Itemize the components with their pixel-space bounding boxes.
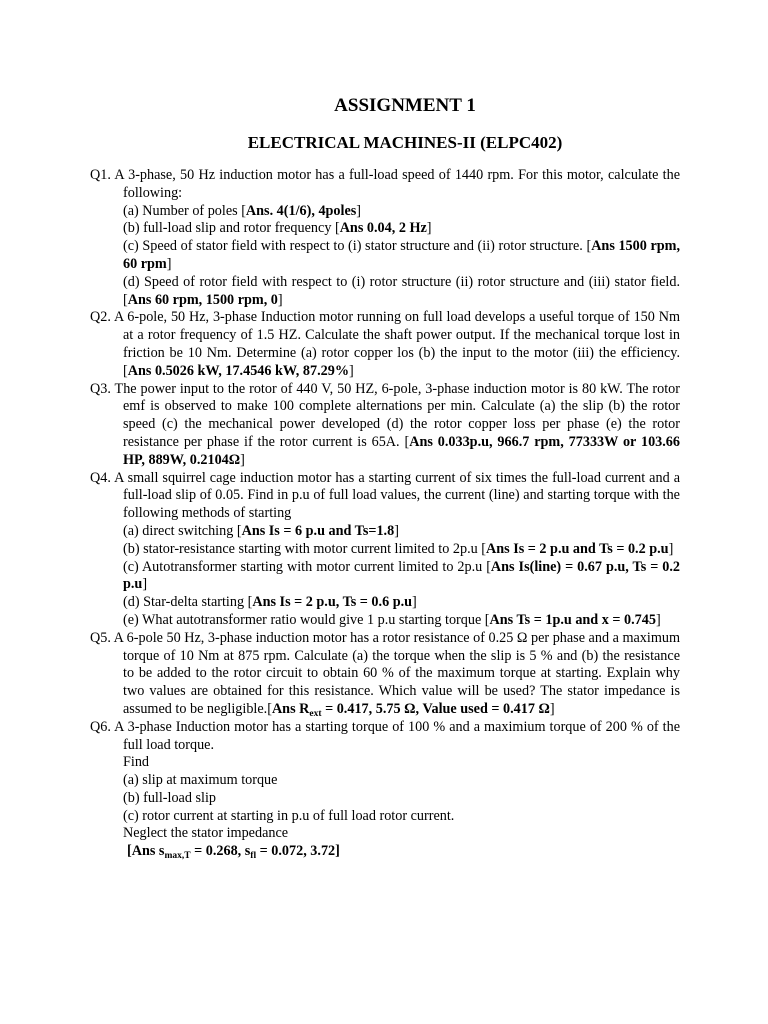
q4-part-e: (e) What autotransformer ratio would give 1 p.u starting torque [Ans Ts = 1p.u and x = 0.745] xyxy=(123,611,661,628)
q4-part-a-text: (a) direct switching [ xyxy=(123,522,242,539)
q4-part-a: (a) direct switching [Ans Is = 6 p.u and Ts=1.8] xyxy=(123,522,399,539)
q5-answer-values: = 0.417, 5.75 Ω, Value used = 0.417 Ω xyxy=(321,700,550,717)
q6-find: Find xyxy=(123,754,150,771)
question-1-text: Q1. A 3-phase, 50 Hz induction motor has a full-load speed of 1440 rpm. For this motor, calculate the following: xyxy=(90,167,680,201)
q1-part-a-text: (a) Number of poles [ xyxy=(123,202,246,219)
q1-part-d-text: (d) Speed of rotor field with respect to (i) rotor structure (ii) rotor structure and (iii) stator field. [ xyxy=(123,273,680,308)
assignment-title: ASSIGNMENT 1 xyxy=(334,95,476,116)
q6-part-b: (b) full-load slip xyxy=(123,789,216,806)
q5-answer-prefix: Ans R xyxy=(271,700,310,717)
q1-part-b: (b) full-load slip and rotor frequency [Ans 0.04, 2 Hz] xyxy=(123,220,432,237)
q4-part-b-answer: Ans Is = 2 p.u and Ts = 0.2 p.u xyxy=(485,540,669,557)
q6-part-a: (a) slip at maximum torque xyxy=(123,772,278,789)
q6-neglect-note: Neglect the stator impedance xyxy=(123,825,289,842)
question-5-answer xyxy=(272,701,550,717)
q4-part-b: (b) stator-resistance starting with motor current limited to 2p.u [Ans Is = 2 p.u and Ts = 0.2 p.u] xyxy=(123,540,674,557)
question-2-text: Q2. A 6-pole, 50 Hz, 3-phase Induction motor running on full load develops a useful torque of 150 Nm at a rotor frequency of 1.5 HZ. Calculate the shaft power output. If the mechanical torque lost in friction be 10 Nm. Determine (a) rotor copper los (b) the input to the motor (iii) the efficiency. [ xyxy=(90,309,680,379)
q4-part-c: (c) Autotransformer starting with motor current limited to 2p.u [Ans Is(line) = 0.67 p.u, Ts = 0.2 p.u] xyxy=(123,558,681,593)
q6-part-c: (c) rotor current at starting in p.u of full load rotor current. xyxy=(123,807,455,824)
q6-answer xyxy=(90,843,680,861)
q1-part-b-text: (b) full-load slip and rotor frequency [ xyxy=(123,220,340,237)
question-6 xyxy=(90,719,680,755)
q4-part-a-answer: Ans Is = 6 p.u and Ts=1.8 xyxy=(241,522,395,539)
question-5: Q5. A 6-pole 50 Hz, 3-phase induction motor has a rotor resistance of 0.25 Ω per phase and a maximum torque of 10 Nm at 875 rpm. Calculate (a) the torque when the slip is 5 % and (b) the resistance to be added to the rotor circuit to obtain 60 % of the maximum torque at starting. Explain why two values are obtained for this resistance. Which value will be used? The stator impedance is assumed to be negligible.[Ans $R_{ext} = 0.417$, 5.75 Ω, Value used = 0.417 Ω] xyxy=(90,629,680,719)
question-4-text: Q4. A small squirrel cage induction motor has a starting current of six times the full-load current and a full-load slip of 0.05. Find in p.u of full load values, the current (line) and starting torque with the following methods of starting xyxy=(90,469,680,522)
q1-part-d-answer: Ans 60 rpm, 1500 rpm, 0 xyxy=(127,291,278,308)
q1-part-b-answer: Ans 0.04, 2 Hz xyxy=(339,220,427,237)
q5-answer-subscript: ext xyxy=(309,708,322,719)
course-subtitle: ELECTRICAL MACHINES-II (ELPC402) xyxy=(247,133,563,152)
q1-part-a-answer: Ans. 4(1/6), 4poles xyxy=(245,202,357,219)
question-3: Q3. The power input to the rotor of 440 V, 50 HZ, 6-pole, 3-phase induction motor is 80 kW. The rotor emf is observed to make 100 complete alternations per min. Calculate (a) the slip (b) the rotor speed (c) the mechanical power developed (d) the rotor copper loss per phase (e) the rotor resistance per phase if the rotor current is 65A. [Ans 0.033p.u, 966.7 rpm, 77333W or 103.66 HP, 889W, 0.2104Ω] xyxy=(90,380,680,468)
q4-part-c-answer: Ans Is(line) = 0.67 p.u, Ts = 0.2 p.u xyxy=(123,558,681,593)
q4-part-e-answer: Ans Ts = 1p.u and x = 0.745 xyxy=(489,611,656,628)
q1-part-a: (a) Number of poles [Ans. 4(1/6), 4poles] xyxy=(123,202,362,219)
q4-part-d-answer: Ans Is = 2 p.u, Ts = 0.6 p.u xyxy=(252,594,413,611)
question-6-text: Q6. A 3-phase Induction motor has a starting torque of 100 % and a maximium torque of 200 % of the full load torque. xyxy=(90,718,680,753)
question-3-text: Q3. The power input to the rotor of 440 V, 50 HZ, 6-pole, 3-phase induction motor is 80 kW. The rotor emf is observed to make 100 complete alternations per min. Calculate (a) the slip (b) the rotor speed (c) the mechanical power developed (d) the rotor copper loss per phase (e) the rotor resistance per phase if the rotor current is 65A. [ xyxy=(90,380,680,450)
question-2-answer: Ans 0.5026 kW, 17.4546 kW, 87.29% xyxy=(127,362,350,379)
q4-part-d-text: (d) Star-delta starting [ xyxy=(123,594,253,611)
q1-part-c-answer: Ans 1500 rpm, 60 rpm xyxy=(123,238,680,272)
q1-part-c-text: (c) Speed of stator field with respect to (i) stator structure and (ii) rotor structure. [ xyxy=(123,238,592,255)
q4-part-b-text: (b) stator-resistance starting with motor current limited to 2p.u [ xyxy=(123,540,486,557)
question-3-answer: Ans 0.033p.u, 966.7 rpm, 77333W or 103.66 HP, 889W, 0.2104Ω xyxy=(123,433,680,468)
q1-part-c: (c) Speed of stator field with respect to (i) stator structure and (ii) rotor structure. [Ans 1500 rpm, 60 rpm] xyxy=(123,238,680,272)
question-4 xyxy=(90,470,680,523)
q6-answer-end: = 0.072, 3.72] xyxy=(256,843,340,860)
question-1 xyxy=(90,167,680,203)
question-5-text: Q5. A 6-pole 50 Hz, 3-phase induction motor has a rotor resistance of 0.25 Ω per phase and a maximum torque of 10 Nm at 875 rpm. Calculate (a) the torque when the slip is 5 % and (b) the resistance to be added to the rotor circuit to obtain 60 % of the maximum torque at starting. Explain why two values are obtained for this resistance. Which value will be used? The stator impedance is assumed to be negligible.[ xyxy=(90,629,680,717)
q6-answer-mid: = 0.268, s xyxy=(190,843,251,860)
q1-part-d: (d) Speed of rotor field with respect to (i) rotor structure (ii) rotor structure and (iii) stator field. [Ans 60 rpm, 1500 rpm, 0] xyxy=(123,273,680,308)
q4-part-e-text: (e) What autotransformer ratio would give 1 p.u starting torque [ xyxy=(123,611,490,628)
question-2: Q2. A 6-pole, 50 Hz, 3-phase Induction motor running on full load develops a useful torque of 150 Nm at a rotor frequency of 1.5 HZ. Calculate the shaft power output. If the mechanical torque lost in friction be 10 Nm. Determine (a) rotor copper los (b) the input to the motor (iii) the efficiency. [Ans 0.5026 kW, 17.4546 kW, 87.29%] xyxy=(90,309,680,379)
q6-answer-subscript-max: max,T xyxy=(164,851,191,862)
q6-answer-open: [Ans s xyxy=(127,843,165,860)
q4-part-d: (d) Star-delta starting [Ans Is = 2 p.u, Ts = 0.6 p.u] xyxy=(123,594,417,611)
q4-part-c-text: (c) Autotransformer starting with motor current limited to 2p.u [ xyxy=(123,558,491,575)
q6-answer-subscript-fl: fl xyxy=(250,851,257,862)
